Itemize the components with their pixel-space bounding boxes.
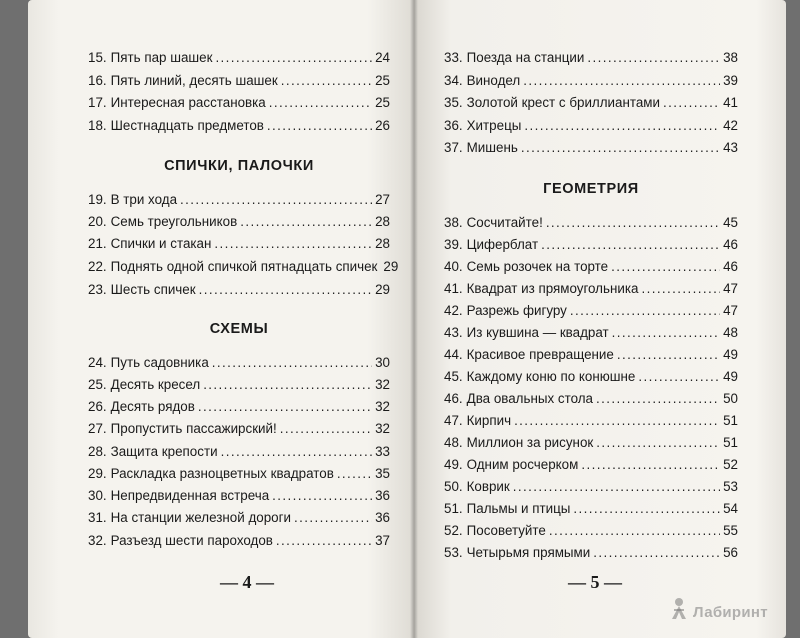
toc-entry: 29. Раскладка разноцветных квадратов ..... 35 [88, 464, 390, 484]
toc-entry: 28. Защита крепости ..... 33 [88, 442, 390, 462]
leader-dots [280, 419, 372, 439]
toc-entry: 20. Семь треугольников ..... 28 [88, 212, 390, 232]
book-gutter [410, 0, 418, 638]
toc-entry: 36. Хитрецы ..... 42 [444, 116, 738, 136]
leader-dots [638, 367, 720, 387]
toc-entry: 30. Непредвиденная встреча ..... 36 [88, 486, 390, 506]
toc-entry: 43. Из кувшина — квадрат ..... 48 [444, 323, 738, 343]
leader-dots [641, 279, 720, 299]
labirint-watermark [668, 592, 788, 632]
leader-dots [523, 71, 720, 91]
section-heading: ГЕОМЕТРИЯ [543, 181, 639, 197]
leader-dots [203, 375, 372, 395]
toc-entry: 40. Семь розочек на торте ..... 46 [444, 257, 738, 277]
leader-dots [221, 442, 373, 462]
toc-entry: 52. Посоветуйте ..... 55 [444, 521, 738, 541]
toc-entry: 27. Пропустить пассажирский! ..... 32 [88, 419, 390, 439]
leader-dots [337, 464, 372, 484]
leader-dots [272, 486, 372, 506]
leader-dots [573, 499, 720, 519]
toc-entry: 47. Кирпич ..... 51 [444, 411, 738, 431]
page-number-right: — 5 — [568, 572, 622, 592]
toc-entry: 42. Разрежь фигуру ..... 47 [444, 301, 738, 321]
toc-entry: 46. Два овальных стола ..... 50 [444, 389, 738, 409]
toc-entry: 18. Шестнадцать предметов ..... 26 [88, 116, 390, 136]
toc-entry: 50. Коврик ..... 53 [444, 477, 738, 497]
leader-dots [240, 212, 372, 232]
leader-dots [581, 455, 720, 475]
toc-entry: 35. Золотой крест с бриллиантами ..... 41 [444, 93, 738, 113]
leader-dots [663, 93, 720, 113]
leader-dots [596, 433, 720, 453]
leader-dots [612, 323, 720, 343]
toc-entry: 37. Мишень ..... 43 [444, 138, 738, 158]
leader-dots [593, 543, 720, 563]
leader-dots [524, 116, 720, 136]
watermark-text: Лабиринт [693, 603, 768, 621]
labirint-figure-icon [668, 597, 690, 627]
toc-entry: 44. Красивое превращение ..... 49 [444, 345, 738, 365]
toc-entry: 48. Миллион за рисунок ..... 51 [444, 433, 738, 453]
toc-entry: 31. На станции железной дороги ..... 36 [88, 508, 390, 528]
toc-entry: 23. Шесть спичек ..... 29 [88, 280, 390, 300]
leader-dots [281, 71, 372, 91]
leader-dots [611, 257, 720, 277]
leader-dots [276, 531, 372, 551]
toc-entry: 25. Десять кресел ..... 32 [88, 375, 390, 395]
toc-entry: 38. Сосчитайте! ..... 45 [444, 213, 738, 233]
toc-entry: 41. Квадрат из прямоугольника ..... 47 [444, 279, 738, 299]
leader-dots [541, 235, 720, 255]
leader-dots [596, 389, 720, 409]
leader-dots [587, 48, 720, 68]
toc-entry: 22. Поднять одной спичкой пятнадцать спичек 29 [88, 259, 399, 274]
leader-dots [269, 93, 372, 113]
toc-entry: 39. Циферблат ..... 46 [444, 235, 738, 255]
section-heading: СХЕМЫ [209, 321, 269, 337]
leader-dots [215, 48, 372, 68]
toc-entry: 26. Десять рядов ..... 32 [88, 397, 390, 417]
toc-entry: 33. Поезда на станции ..... 38 [444, 48, 738, 68]
toc-entry: 19. В три хода ..... 27 [88, 190, 390, 210]
leader-dots [214, 234, 372, 254]
leader-dots [513, 477, 720, 497]
leader-dots [198, 397, 372, 417]
toc-entry: 34. Винодел ..... 39 [444, 71, 738, 91]
leader-dots [549, 521, 720, 541]
leader-dots [199, 280, 373, 300]
toc-entry: 16. Пять линий, десять шашек ..... 25 [88, 71, 390, 91]
toc-entry: 45. Каждому коню по конюшне ..... 49 [444, 367, 738, 387]
toc-entry: 21. Спички и стакан ..... 28 [88, 234, 390, 254]
leader-dots [546, 213, 720, 233]
toc-entry: 15. Пять пар шашек ..... 24 [88, 48, 390, 68]
toc-entry: 24. Путь садовника ..... 30 [88, 353, 390, 373]
leader-dots [294, 508, 372, 528]
leader-dots [212, 353, 372, 373]
toc-entry: 51. Пальмы и птицы ..... 54 [444, 499, 738, 519]
toc-entry: 32. Разъезд шести пароходов ..... 37 [88, 531, 390, 551]
toc-entry: 53. Четырьмя прямыми ..... 56 [444, 543, 738, 563]
leader-dots [521, 138, 720, 158]
toc-entry: 49. Одним росчерком ..... 52 [444, 455, 738, 475]
leader-dots [617, 345, 720, 365]
leader-dots [570, 301, 720, 321]
leader-dots [514, 411, 720, 431]
leader-dots [267, 116, 372, 136]
toc-entry: 17. Интересная расстановка ..... 25 [88, 93, 390, 113]
leader-dots [180, 190, 372, 210]
section-heading: СПИЧКИ, ПАЛОЧКИ [164, 158, 314, 174]
page-number-left: — 4 — [220, 572, 274, 592]
